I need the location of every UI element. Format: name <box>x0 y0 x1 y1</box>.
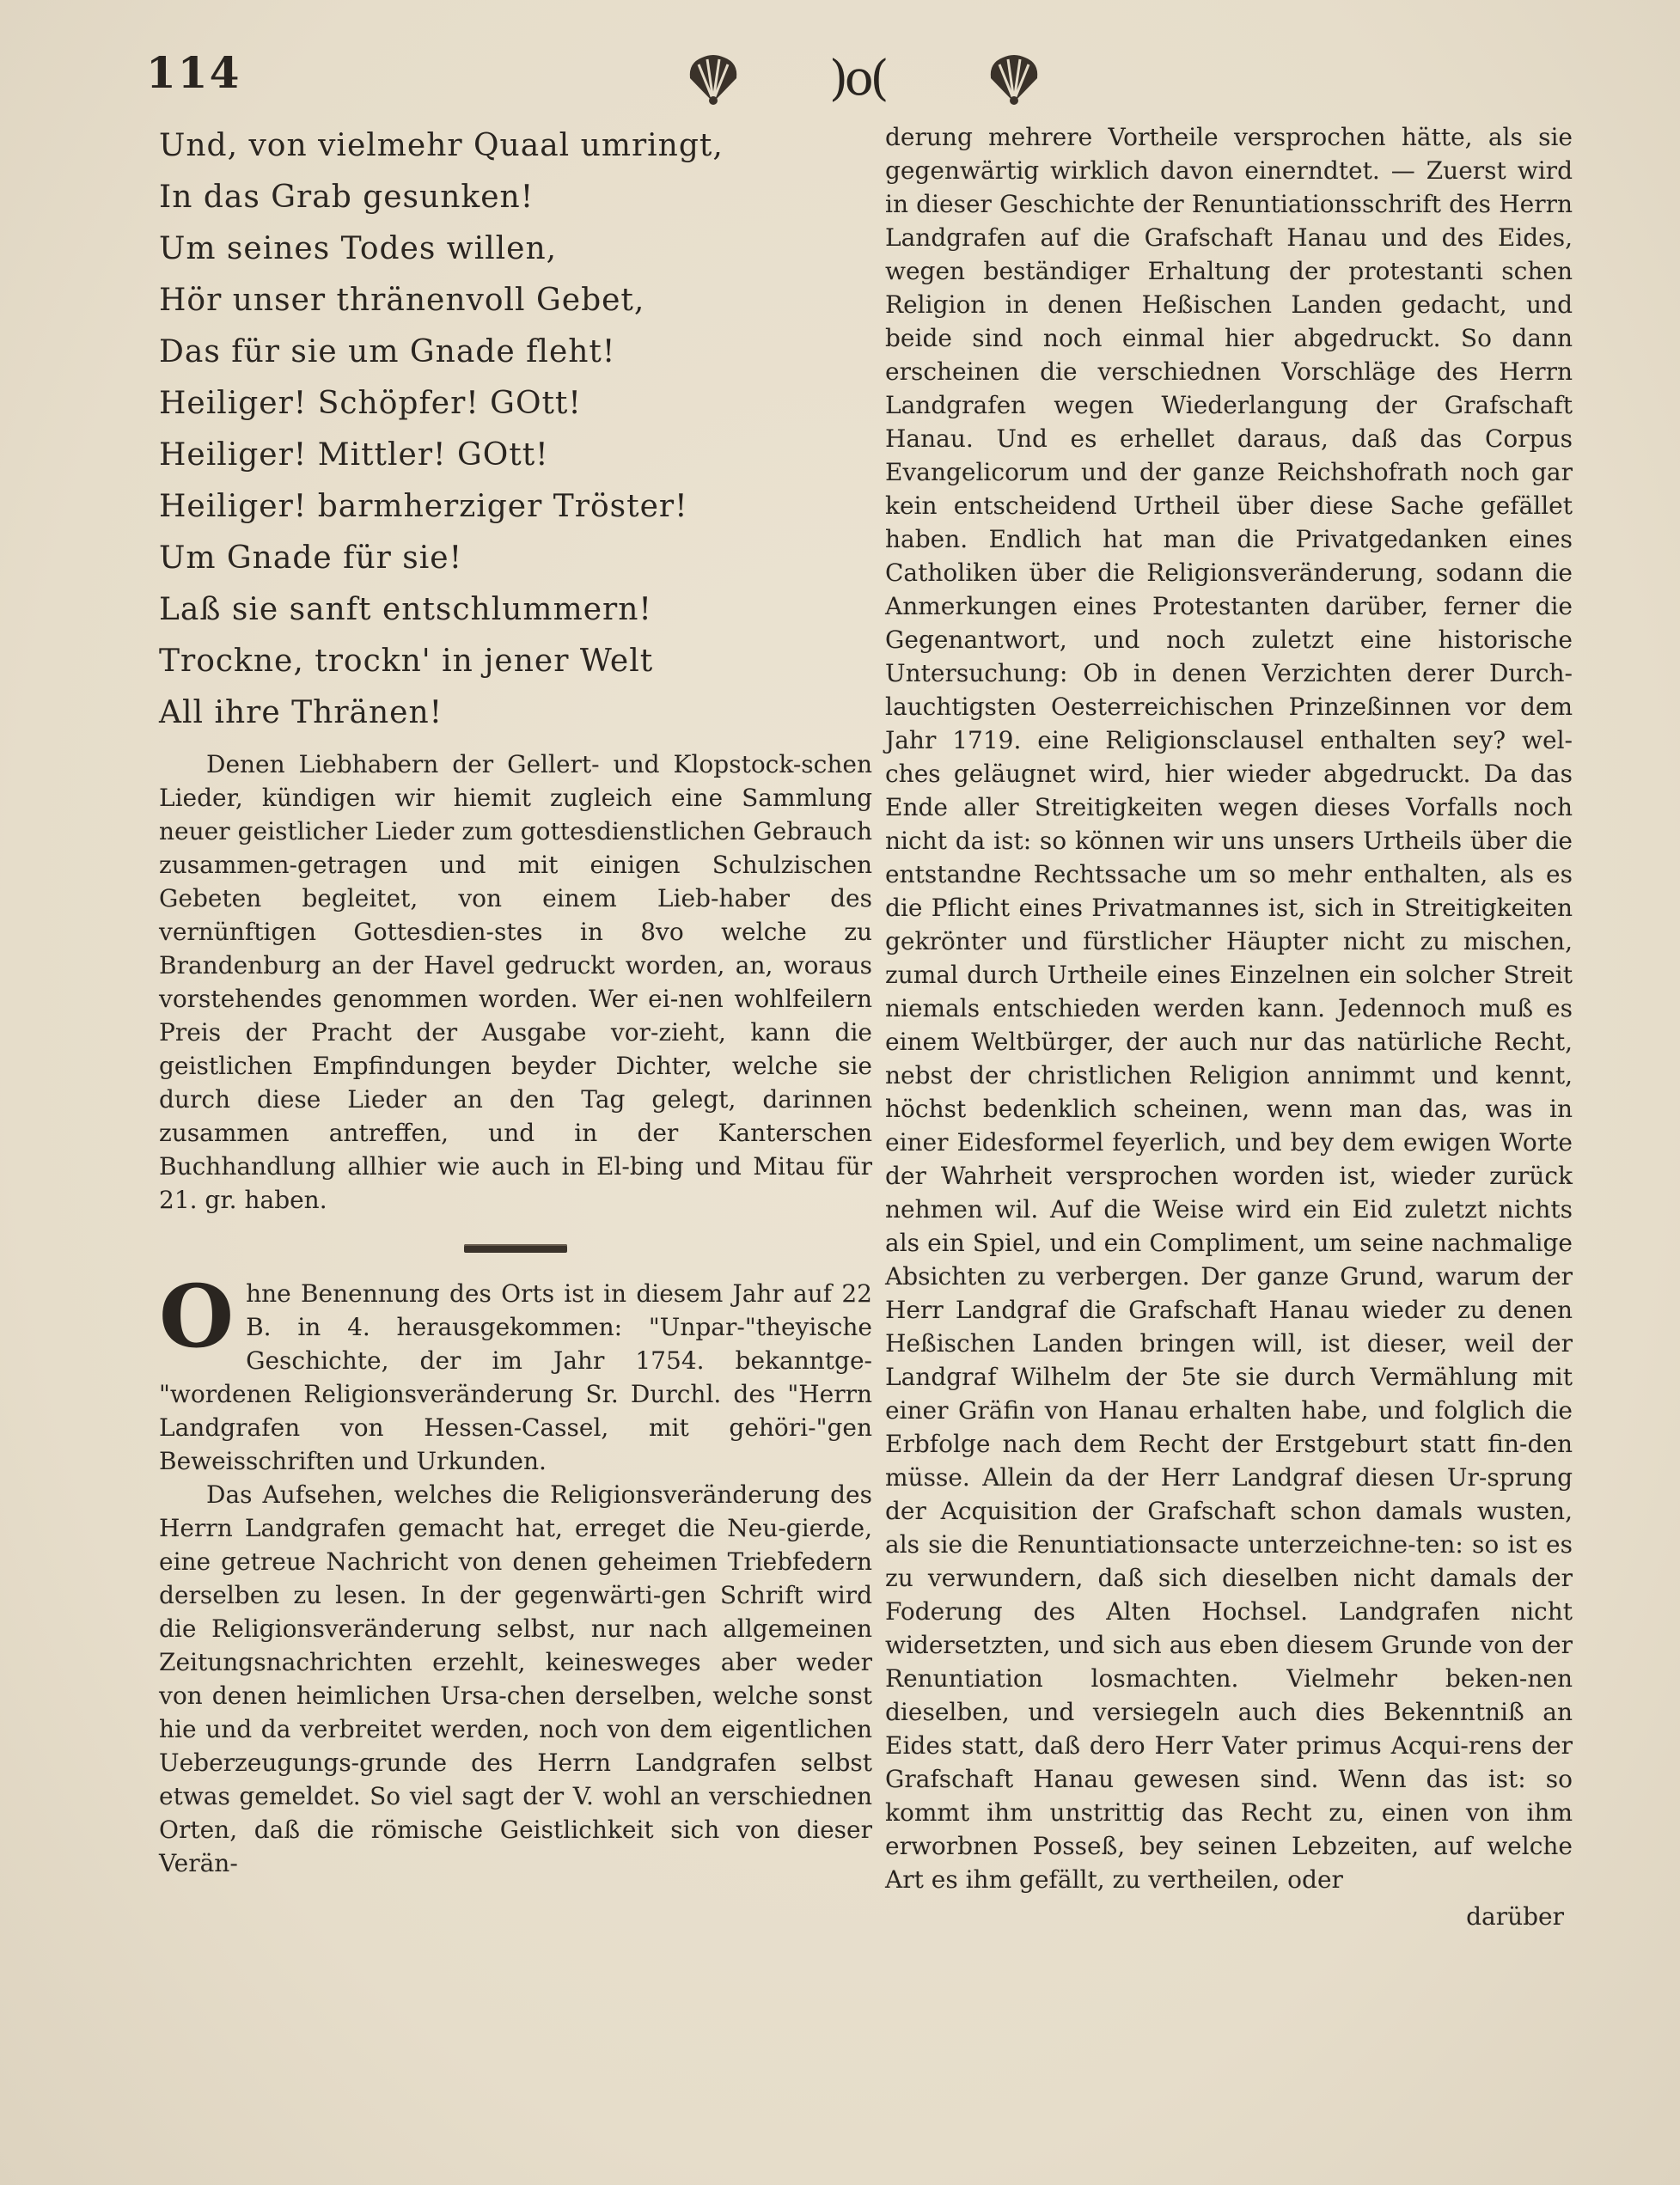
poem-line: All ihre Thränen! <box>159 695 443 730</box>
right-column <box>885 120 1573 1934</box>
poem-line: Heiliger! barmherziger Tröster! <box>159 489 688 524</box>
poem-line: Um seines Todes willen, <box>159 231 558 266</box>
poem-line: Hör unser thränenvoll Gebet, <box>159 283 645 318</box>
poem-line: Trockne, trockn' in jener Welt <box>159 644 654 679</box>
poem-line: Heiliger! Schöpfer! GOtt! <box>159 386 582 421</box>
poem-line: Heiliger! Mittler! GOtt! <box>159 437 549 473</box>
page-number: 114 <box>146 47 241 98</box>
poem-line: Das für sie um Gnade fleht! <box>159 334 616 369</box>
shell-ornament-icon <box>984 52 1044 106</box>
left-column <box>159 120 872 1880</box>
article-continuation: derung mehrere Vortheile versprochen hätte, als sie gegenwärtig wirklich davon einerndtet. — Zuerst wird in dieser Geschichte der Renuntiationsschrift des Herrn Landgrafen auf die Grafschaft Hanau und des Eides, wegen beständiger Erhaltung der protestanti schen Religion in denen Heßischen Landen gedacht, und beide sind noch einmal hier abgedruckt. So dann erscheinen die verschiednen Vorschläge des Herrn Landgrafen wegen Wiederlangung der Grafschaft Hanau. Und es erhellet daraus, daß das Corpus Evangelicorum und der ganze Reichshofrath noch gar kein entscheidend Urtheil über diese Sache gefället haben. Endlich hat man die Privatgedanken eines Catholiken über die Religionsveränderung, sodann die Anmerkungen eines Protestanten darüber, ferner die Gegenantwort, und noch zuletzt eine historische Untersuchung: Ob in denen Verzichten derer Durch-lauchtigsten Oesterreichischen Prinzeßinnen vor dem Jahr 1719. eine Religionsclausel enthalten sey? wel-ches geläugnet wird, hier wieder abgedruckt. Da das Ende aller Streitigkeiten wegen dieses Vorfalls noch nicht da ist: so können wir uns unsers Urtheils über die entstandne Rechtssache um so mehr enthalten, als es die Pflicht eines Privatmannes ist, sich in Streitigkeiten gekrönter und fürstlicher Häupter nicht zu mischen, zumal durch Urtheile eines Einzelnen ein solcher Streit niemals entschieden werden kann. Jedennoch muß es einem Weltbürger, der auch nur das natürliche Recht, nebst der christlichen Religion annimmt und kennt, höchst bedenklich scheinen, wenn man das, was in einer Eidesformel feyerlich, und bey dem ewigen Worte der Wahrheit versprochen worden ist, wieder zurück nehmen wil. Auf die Weise wird ein Eid zuletzt nichts als ein Spiel, und ein Compliment, um seine nachmalige Absichten zu verbergen. Der ganze Grund, warum der Herr Landgraf die Grafschaft Hanau wieder zu denen Heßischen Landen bringen will, ist dieser, weil der Landgraf Wilhelm der 5te sie durch Vermählung mit einer Gräfin von Hanau erhalten habe, und folglich die Erbfolge nach dem Recht der Erstgeburt statt fin-den müsse. Allein da der Herr Landgraf diesen Ur-sprung der Acquisition der Grafschaft schon damals wusten, als sie die Renuntiationsacte unterzeichne-ten: so ist es zu verwundern, daß sich dieselben nicht damals der Foderung des Alten Hochsel. Landgrafen nicht widersetzten, und sich aus eben diesem Grunde von der Renuntiation losmachten. Vielmehr beken-nen dieselben, und versiegeln auch dies Bekenntniß an Eides statt, daß dero Herr Vater primus Acqui-rens der Grafschaft Hanau gewesen sind. Wenn das ist: so kommt ihm unstrittig das Recht zu, einen von ihm erworbnen Posseß, bey seinen Lebzeiten, auf welche Art es ihm gefällt, zu vertheilen, oder <box>885 123 1573 1894</box>
poem-line: Und, von vielmehr Quaal umringt, <box>159 128 724 163</box>
poem-line: Laß sie sanft entschlummern! <box>159 592 652 627</box>
poem <box>159 120 872 739</box>
article-intro <box>159 1266 872 1478</box>
announcement-paragraph: Denen Liebhabern der Gellert- und Klopstock-schen Lieder, kündigen wir hiemit zugleich eine Sammlung neuer geistlicher Lieder zum gottesdienstlichen Gebrauch zusammen-getragen und mit einigen Schulzischen Gebeten begleitet, von einem Lieb-haber des vernünftigen Gottesdien-stes in 8vo welche zu Brandenburg an der Havel gedruckt worden, an, woraus vorstehendes genommen worden. Wer ei-nen wohlfeilern Preis der Pracht der Ausgabe vor-zieht, kann die geistlichen Empfindungen beyder Dichter, welche sie durch diese Lieder an den Tag gelegt, darinnen zusammen antreffen, und in der Kanterschen Buchhandlung allhier wie auch in El-bing und Mitau für 21. gr. haben. <box>159 750 872 1214</box>
center-ornament: )o( <box>829 51 886 107</box>
shell-ornament-icon <box>683 52 743 106</box>
poem-line: In das Grab gesunken! <box>159 180 535 215</box>
poem-line: Um Gnade für sie! <box>159 540 463 576</box>
article-paragraph: Das Aufsehen, welches die Religionsveränderung des Herrn Landgrafen gemacht hat, erreget die Neu-gierde, eine getreue Nachricht von denen geheimen Triebfedern derselben zu lesen. In der gegenwärti-gen Schrift wird die Religionsveränderung selbst, nur nach allgemeinen Zeitungsnachrichten erzehlt, keinesweges aber weder von denen heimlichen Ursa-chen derselben, welche sonst hie und da verbreitet werden, noch von dem eigentlichen Ueberzeugungs-grunde des Herrn Landgrafen selbst etwas gemeldet. So viel sagt der V. wohl an verschiednen Orten, daß die römische Geistlichkeit sich von dieser Verän- <box>159 1480 872 1877</box>
catchword: darüber <box>1466 1902 1564 1931</box>
article-intro-text: hne Benennung des Orts ist in diesem Jahr auf 22 B. in 4. herausgekommen: "Unpar-"theyische Geschichte, der im Jahr 1754. bekanntge-"wordenen Religionsveränderung Sr. Durchl. des "Herrn Landgrafen von Hessen-Cassel, mit gehöri-"gen Beweisschriften und Urkunden. <box>159 1279 872 1475</box>
page-header <box>146 47 1564 116</box>
drop-cap: O <box>159 1266 235 1367</box>
section-divider <box>464 1244 567 1253</box>
